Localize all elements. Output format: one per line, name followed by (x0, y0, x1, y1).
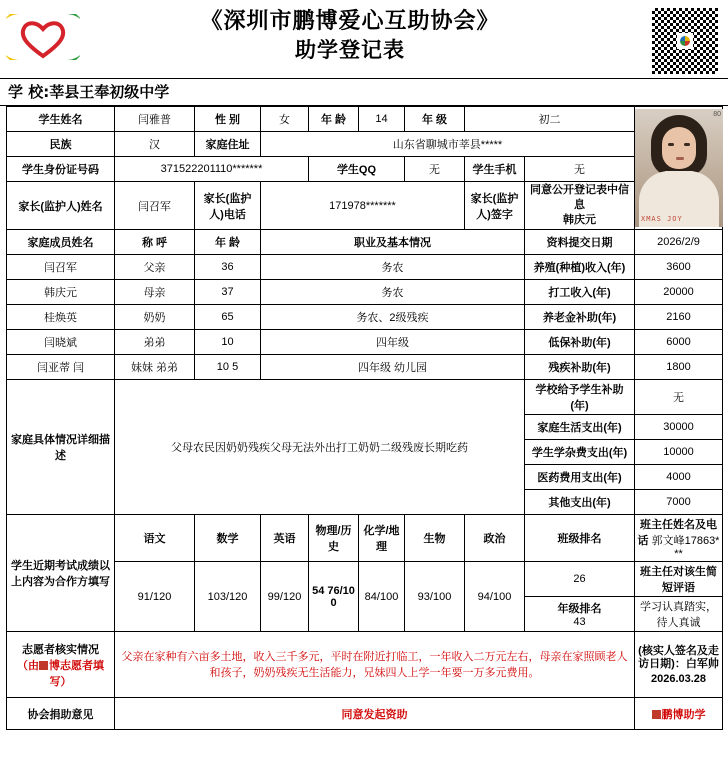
member-name: 桂焕英 (7, 305, 115, 330)
label-other-expense: 其他支出(年) (525, 490, 635, 515)
label-family-living-expense: 家庭生活支出(年) (525, 415, 635, 440)
value-other-expense: 7000 (635, 490, 723, 515)
value-guardian-name: 闫召军 (115, 182, 195, 230)
label-gender: 性 别 (195, 107, 261, 132)
table-row (7, 107, 723, 132)
member-relation: 奶奶 (115, 305, 195, 330)
value-pension-subsidy: 2160 (635, 305, 723, 330)
value-student-name: 闫雅普 (115, 107, 195, 132)
form-title: 助学登记表 (295, 37, 405, 62)
form-header (0, 0, 728, 78)
member-name: 闫晓斌 (7, 330, 115, 355)
guardian-sign-name: 韩庆元 (563, 214, 596, 226)
subject-score: 54 76/100 (309, 562, 359, 632)
verifier-block: (核实人签名及走访日期)：白军帅 2026.03.28 (635, 632, 723, 698)
label-family-detail: 家庭具体情况详细描述 (7, 380, 115, 515)
title-block (90, 6, 610, 64)
subject-name: 数学 (195, 515, 261, 562)
member-name: 闫召军 (7, 255, 115, 280)
main-table (6, 106, 723, 730)
label-student-name: 学生姓名 (7, 107, 115, 132)
student-photo (635, 107, 723, 230)
label-member-age: 年 龄 (195, 230, 261, 255)
table-row (7, 305, 723, 330)
label-age: 年 龄 (309, 107, 359, 132)
assoc-stamp: 鹏博助学 (635, 698, 723, 730)
member-relation: 母亲 (115, 280, 195, 305)
label-guardian-name: 家长(监护人)姓名 (7, 182, 115, 230)
value-id-number: 371522201110******* (115, 157, 309, 182)
value-assoc-opinion: 同意发起资助 (115, 698, 635, 730)
label-breeding-income: 养殖(种植)收入(年) (525, 255, 635, 280)
photo-caption: XMAS JOY (641, 215, 683, 223)
subject-score: 93/100 (405, 562, 465, 632)
subject-name: 政治 (465, 515, 525, 562)
label-family-members: 家庭成员姓名 (7, 230, 115, 255)
value-volunteer-text: 父亲在家种有六亩多土地，收入三千多元，平时在附近打临工，一年收入二万元左右，母亲在家照顾老人和孩子，奶奶残疾无生活能力，兄妹四人上学一年要一万多元费用。 (115, 632, 635, 698)
value-medical-expense: 4000 (635, 465, 723, 490)
label-submit-date: 资料提交日期 (525, 230, 635, 255)
value-guardian-sign (525, 182, 635, 230)
value-nation: 汉 (115, 132, 195, 157)
table-row (7, 355, 723, 380)
table-row (7, 380, 723, 415)
school-line: 学 校:莘县王奉初级中学 (0, 78, 728, 106)
member-age: 10 5 (195, 355, 261, 380)
value-disability-subsidy: 1800 (635, 355, 723, 380)
label-volunteer-verify: 志愿者核实情况 （由 博志愿者填写） (7, 632, 115, 698)
label-grade-rank: 年级排名 43 (525, 597, 635, 632)
value-guardian-phone: 171978******* (261, 182, 465, 230)
member-occupation: 务农、2级残疾 (261, 305, 525, 330)
label-medical-expense: 医药费用支出(年) (525, 465, 635, 490)
table-row (7, 562, 723, 597)
value-tuition-expense: 10000 (635, 440, 723, 465)
member-name: 韩庆元 (7, 280, 115, 305)
member-name: 闫亚蒂 闫 (7, 355, 115, 380)
label-school-subsidy: 学校给予学生补助(年) (525, 380, 635, 415)
subject-score: 91/120 (115, 562, 195, 632)
member-relation: 弟弟 (115, 330, 195, 355)
photo-corner-number: 80 (713, 111, 721, 118)
member-age: 36 (195, 255, 261, 280)
value-teacher-comment: 学习认真踏实，待人真诚 (635, 597, 723, 632)
label-student-qq: 学生QQ (309, 157, 405, 182)
verify-date: 2026.03.28 (650, 672, 707, 685)
table-row (7, 182, 723, 230)
member-occupation: 四年级 幼儿园 (261, 355, 525, 380)
label-guardian-phone: 家长(监护人)电话 (195, 182, 261, 230)
label-occupation: 职业及基本情况 (261, 230, 525, 255)
label-assoc-opinion: 协会捐助意见 (7, 698, 115, 730)
table-row (7, 515, 723, 562)
org-title: 《深圳市鹏博爱心互助协会》 (200, 8, 500, 34)
member-age: 37 (195, 280, 261, 305)
label-tuition-expense: 学生学杂费支出(年) (525, 440, 635, 465)
table-row (7, 230, 723, 255)
table-row (7, 157, 723, 182)
value-student-qq: 无 (405, 157, 465, 182)
label-low-income-subsidy: 低保补助(年) (525, 330, 635, 355)
label-recent-scores: 学生近期考试成绩以上内容为合作方填写 (7, 515, 115, 632)
member-age: 65 (195, 305, 261, 330)
member-occupation: 务农 (261, 255, 525, 280)
member-occupation: 四年级 (261, 330, 525, 355)
value-family-detail: 父母农民因奶奶残疾父母无法外出打工奶奶二级残废长期吃药 (115, 380, 525, 515)
label-grade: 年 级 (405, 107, 465, 132)
value-student-phone: 无 (525, 157, 635, 182)
label-teacher-phone: 班主任姓名及电话 郭文峰17863*** (635, 515, 723, 562)
value-breeding-income: 3600 (635, 255, 723, 280)
value-age: 14 (359, 107, 405, 132)
value-gender: 女 (261, 107, 309, 132)
subject-name: 语文 (115, 515, 195, 562)
value-low-income-subsidy: 6000 (635, 330, 723, 355)
table-row (7, 330, 723, 355)
member-occupation: 务农 (261, 280, 525, 305)
value-class-rank: 26 (525, 562, 635, 597)
label-class-rank: 班级排名 (525, 515, 635, 562)
label-pension-subsidy: 养老金补助(年) (525, 305, 635, 330)
table-row (7, 280, 723, 305)
subject-name: 化学/地理 (359, 515, 405, 562)
member-relation: 父亲 (115, 255, 195, 280)
qr-code (650, 6, 720, 76)
table-row (7, 132, 723, 157)
subject-score: 99/120 (261, 562, 309, 632)
label-relation: 称 呼 (115, 230, 195, 255)
label-work-income: 打工收入(年) (525, 280, 635, 305)
value-school-subsidy: 无 (635, 380, 723, 415)
subject-name: 生物 (405, 515, 465, 562)
value-work-income: 20000 (635, 280, 723, 305)
table-row (7, 632, 723, 698)
value-grade-rank: 43 (573, 616, 586, 628)
value-submit-date: 2026/2/9 (635, 230, 723, 255)
label-teacher-comment: 班主任对该生简短评语 (635, 562, 723, 597)
value-grade: 初二 (465, 107, 635, 132)
label-id-number: 学生身份证号码 (7, 157, 115, 182)
label-guardian-sign: 家长(监护人)签字 (465, 182, 525, 230)
subject-score: 103/120 (195, 562, 261, 632)
value-family-living-expense: 30000 (635, 415, 723, 440)
subject-score: 94/100 (465, 562, 525, 632)
label-student-phone: 学生手机 (465, 157, 525, 182)
heart-logo (6, 4, 80, 70)
value-home-address: 山东省聊城市莘县***** (261, 132, 635, 157)
label-disability-subsidy: 残疾补助(年) (525, 355, 635, 380)
guardian-sign-note: 同意公开登记表中信息 (530, 184, 629, 211)
value-teacher-name-phone: 郭文峰17863*** (651, 535, 720, 560)
subject-score: 84/100 (359, 562, 405, 632)
table-row (7, 255, 723, 280)
label-home-address: 家庭住址 (195, 132, 261, 157)
label-nation: 民族 (7, 132, 115, 157)
subject-name: 物理/历史 (309, 515, 359, 562)
subject-name: 英语 (261, 515, 309, 562)
table-row (7, 698, 723, 730)
member-relation: 妹妹 弟弟 (115, 355, 195, 380)
member-age: 10 (195, 330, 261, 355)
